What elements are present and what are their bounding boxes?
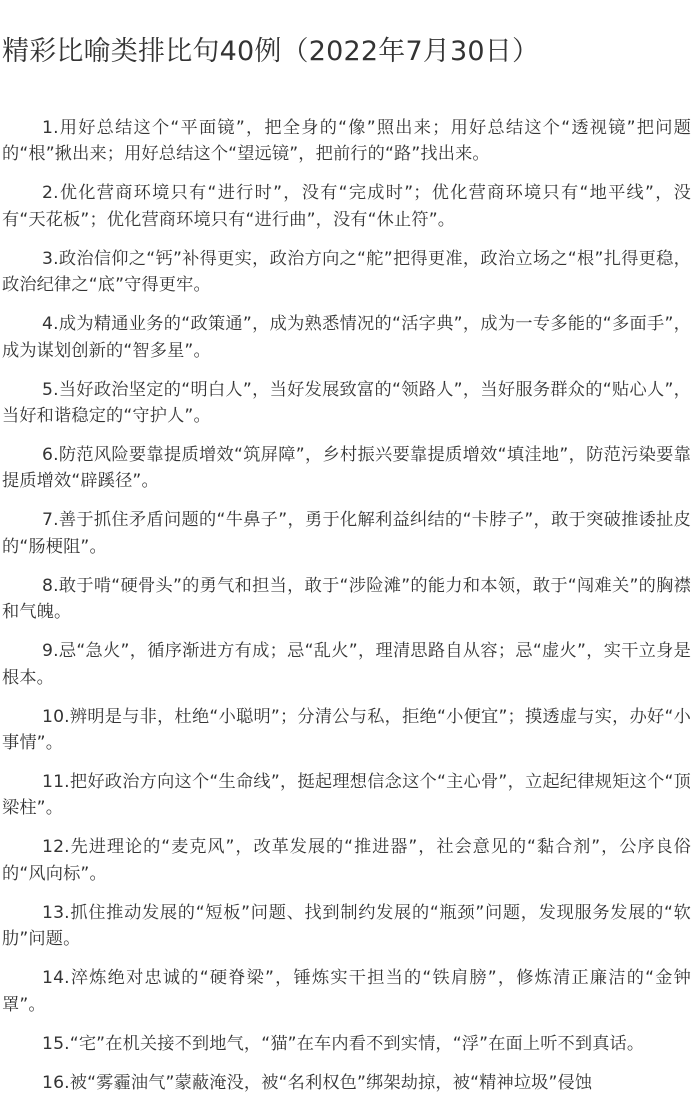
paragraph-12: 12.先进理论的“麦克风”，改革发展的“推进器”，社会意见的“黏合剂”，公序良俗的“风向标”。 [2, 837, 691, 884]
paragraph-9: 9.忌“急火”，循序渐进方有成；忌“乱火”，理清思路自从容；忌“虚火”，实干立身是根本。 [2, 641, 691, 688]
paragraph-15: 15.“宅”在机关接不到地气，“猫”在车内看不到实情，“浮”在面上听不到真话。 [42, 1033, 645, 1054]
paragraph-6: 6.防范风险要靠提质增效“筑屏障”，乡村振兴要靠提质增效“填洼地”，防范污染要靠提质增效“辟蹊径”。 [2, 445, 691, 492]
paragraph-4: 4.成为精通业务的“政策通”，成为熟悉情况的“活字典”，成为一专多能的“多面手”，成为谋划创新的“智多星”。 [2, 314, 691, 361]
paragraph-11: 11.把好政治方向这个“生命线”，挺起理想信念这个“主心骨”，立起纪律规矩这个“顶梁柱”。 [2, 772, 691, 819]
paragraph-7: 7.善于抓住矛盾问题的“牛鼻子”，勇于化解利益纠结的“卡脖子”，敢于突破推诿扯皮的“肠梗阻”。 [2, 510, 691, 557]
paragraph-5: 5.当好政治坚定的“明白人”，当好发展致富的“领路人”，当好服务群众的“贴心人”，当好和谐稳定的“守护人”。 [2, 379, 691, 427]
article-title: 精彩比喻类排比句40例（2022年7月30日） [2, 36, 540, 67]
paragraph-13: 13.抓住推动发展的“短板”问题、找到制约发展的“瓶颈”问题，发现服务发展的“软肋”问题。 [2, 902, 691, 950]
paragraph-3: 3.政治信仰之“钙”补得更实，政治方向之“舵”把得更准，政治立场之“根”扎得更稳，政治纪律之“底”守得更牢。 [2, 248, 691, 296]
paragraph-14: 14.淬炼绝对忠诚的“硬脊梁”，锤炼实干担当的“铁肩膀”，修炼清正廉洁的“金钟罩”。 [2, 968, 691, 1015]
paragraph-2: 2.优化营商环境只有“进行时”，没有“完成时”；优化营商环境只有“地平线”，没有“天花板”；优化营商环境只有“进行曲”，没有“休止符”。 [2, 183, 691, 230]
paragraph-10: 10.辨明是与非，杜绝“小聪明”；分清公与私，拒绝“小便宜”；摸透虚与实，办好“小事情”。 [2, 706, 691, 754]
paragraph-8: 8.敢于啃“硬骨头”的勇气和担当，敢于“涉险滩”的能力和本领，敢于“闯难关”的胸襟和气魄。 [2, 575, 691, 623]
paragraph-16: 16.被“雾霾油气”蒙蔽淹没，被“名利权色”绑架劫掠，被“精神垃圾”侵蚀 [42, 1072, 593, 1093]
article-body [2, 115, 691, 1097]
paragraph-1: 1.用好总结这个“平面镜”，把全身的“像”照出来；用好总结这个“透视镜”把问题的“根”揪出来；用好总结这个“望远镜”，把前行的“路”找出来。 [2, 118, 691, 165]
